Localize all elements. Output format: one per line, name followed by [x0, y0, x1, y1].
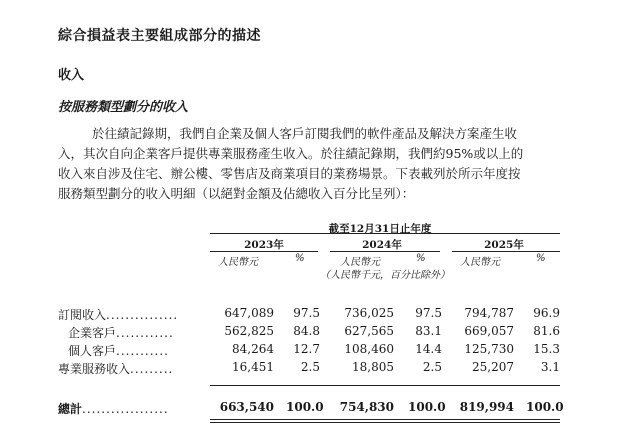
total-rule-1	[210, 419, 560, 420]
table-cell-percent: 84.8	[293, 324, 320, 338]
table-cell-percent: 97.5	[293, 306, 320, 320]
total-cell-amount: 754,830	[339, 400, 394, 414]
table-cell-percent: 3.1	[540, 360, 560, 374]
paragraph-line: 入，其次自向企業客戶提供專業服務產生收入。於往績記錄期，我們約95%或以上的	[58, 146, 524, 161]
row-label	[58, 306, 178, 323]
total-label-text: 總計	[58, 402, 83, 416]
unit-pct-2024: %	[416, 253, 426, 264]
table-cell-amount: 108,460	[344, 342, 394, 356]
table-cell-amount: 25,207	[472, 360, 514, 374]
row-label	[68, 324, 174, 341]
total-label	[58, 400, 169, 417]
table-cell-percent: 81.6	[533, 324, 560, 338]
row-label	[68, 342, 169, 359]
total-cell-amount: 819,994	[459, 400, 514, 414]
table-cell-amount: 562,825	[224, 324, 274, 338]
row-label	[58, 360, 173, 377]
table-cell-percent: 97.5	[415, 306, 442, 320]
unit-amount-2023: 人民幣元	[218, 257, 258, 268]
total-dots: ..................	[82, 402, 169, 416]
total-cell-percent: 100.0	[286, 400, 324, 414]
row-dots: ............	[116, 326, 174, 340]
year-rule-2023	[210, 251, 318, 252]
table-cell-percent: 14.4	[415, 342, 442, 356]
table-cell-percent: 2.5	[422, 360, 442, 374]
paragraph-line: 於往績記錄期，我們自企業及個人客戶訂閱我們的軟件產品及解決方案產生收	[92, 126, 518, 141]
year-2023-header: 2023年	[244, 239, 284, 251]
caption-rule	[210, 233, 560, 234]
unit-note: （人民幣千元，百分比除外）	[320, 270, 450, 281]
table-cell-percent: 2.5	[300, 360, 320, 374]
table-cell-amount: 627,565	[344, 324, 394, 338]
table-cell-amount: 736,025	[344, 306, 394, 320]
table-cell-amount: 125,730	[464, 342, 514, 356]
table-cell-percent: 12.7	[293, 342, 320, 356]
unit-pct-2025: %	[536, 253, 546, 264]
year-2025-header: 2025年	[484, 239, 524, 251]
year-2024-header: 2024年	[362, 239, 402, 251]
table-cell-amount: 16,451	[232, 360, 274, 374]
subsection-heading: 收入	[58, 68, 85, 83]
row-label-text: 企業客戶	[68, 326, 117, 340]
total-cell-percent: 100.0	[526, 400, 564, 414]
table-caption: 截至12月31日止年度	[328, 223, 432, 235]
paragraph-line: 收入來自涉及住宅、辦公樓、零售店及商業項目的業務場景。下表載列於所示年度按	[58, 166, 521, 181]
row-label-text: 個人客戶	[68, 344, 117, 358]
table-cell-percent: 96.9	[533, 306, 560, 320]
section-heading: 綜合損益表主要組成部分的描述	[58, 28, 261, 44]
table-cell-amount: 18,805	[352, 360, 394, 374]
row-dots: .........	[130, 362, 174, 376]
row-dots: ...............	[106, 308, 179, 322]
subtotal-rule	[210, 385, 560, 386]
year-rule-2025	[452, 251, 560, 252]
table-cell-amount: 647,089	[224, 306, 274, 320]
row-label-text: 訂閱收入	[58, 308, 107, 322]
subheading: 按服務類型劃分的收入	[58, 100, 189, 115]
table-cell-percent: 83.1	[415, 324, 442, 338]
row-dots: ...........	[116, 344, 169, 358]
total-cell-percent: 100.0	[408, 400, 446, 414]
table-cell-percent: 15.3	[533, 342, 560, 356]
unit-amount-2025: 人民幣元	[460, 257, 500, 268]
unit-amount-2024: 人民幣元	[340, 257, 380, 268]
paragraph-line: 服務類型劃分的收入明細（以絕對金額及佔總收入百分比呈列）：	[58, 186, 415, 201]
unit-pct-2023: %	[295, 253, 305, 264]
description-paragraph	[58, 124, 578, 204]
row-label-text: 專業服務收入	[58, 362, 131, 376]
table-cell-amount: 84,264	[232, 342, 274, 356]
total-rule-2	[210, 422, 560, 423]
table-cell-amount: 669,057	[464, 324, 514, 338]
year-rule-2024	[330, 251, 440, 252]
table-cell-amount: 794,787	[464, 306, 514, 320]
total-cell-amount: 663,540	[219, 400, 274, 414]
